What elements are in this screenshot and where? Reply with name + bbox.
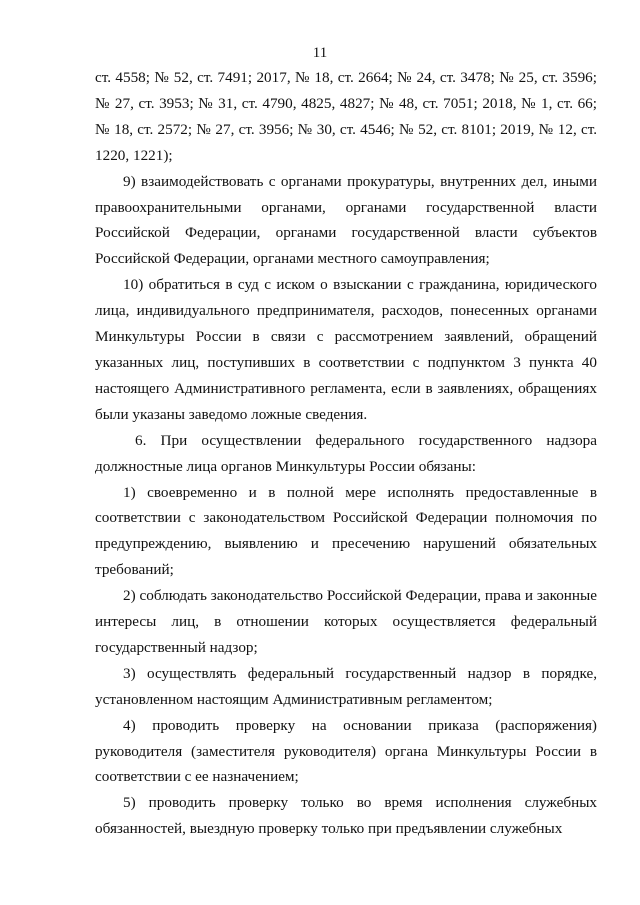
paragraph-duty-5: 5) проводить проверку только во время исполнения служебных обязанностей, выездную проверку только при предъявлении служебных <box>95 794 597 838</box>
document-body <box>95 65 597 842</box>
paragraph-duty-4: 4) проводить проверку на основании приказа (распоряжения) руководителя (заместителя руководителя) органа Минкультуры России в соответствии с ее назначением; <box>95 716 597 786</box>
paragraph-item-10: 10) обратиться в суд с иском о взыскании с гражданина, юридического лица, индивидуального предпринимателя, расходов, понесенных органами Минкультуры России в связи с рассмотрением заявлений, обращений указанных лиц, поступивших в соответствии с подпунктом 3 пункта 40 настоящего Административного регламента, если в заявлениях, обращениях были указаны заведомо ложные сведения. <box>95 276 597 423</box>
page-number: 11 <box>312 45 328 61</box>
paragraph-legal-citations: ст. 4558; № 52, ст. 7491; 2017, № 18, ст. 2664; № 24, ст. 3478; № 25, ст. 3596; № 27, ст. 3953; № 31, ст. 4790, 4825, 4827; № 48, ст. 7051; 2018, № 1, ст. 66; № 18, ст. 2572; № 27, ст. 3956; № 30, ст. 4546; № 52, ст. 8101; 2019, № 12, ст. 1220, 1221); <box>95 69 597 164</box>
paragraph-duty-1: 1) своевременно и в полной мере исполнять предоставленные в соответствии с законодательством Российской Федерации полномочия по предупреждению, выявлению и пресечению нарушений обязательных требований; <box>95 483 597 579</box>
paragraph-item-9: 9) взаимодействовать с органами прокуратуры, внутренних дел, иными правоохранительными органами, органами государственной власти Российской Федерации, органами государственной власти субъектов Российской Федерации, органами местного самоуправления; <box>95 172 597 268</box>
paragraph-section-6: 6. При осуществлении федерального государственного надзора должностные лица органов Минкультуры России обязаны: <box>95 431 597 475</box>
paragraph-duty-2: 2) соблюдать законодательство Российской Федерации, права и законные интересы лиц, в отношении которых осуществляется федеральный государственный надзор; <box>95 587 597 656</box>
paragraph-duty-3: 3) осуществлять федеральный государственный надзор в порядке, установленном настоящим Административным регламентом; <box>95 664 597 708</box>
